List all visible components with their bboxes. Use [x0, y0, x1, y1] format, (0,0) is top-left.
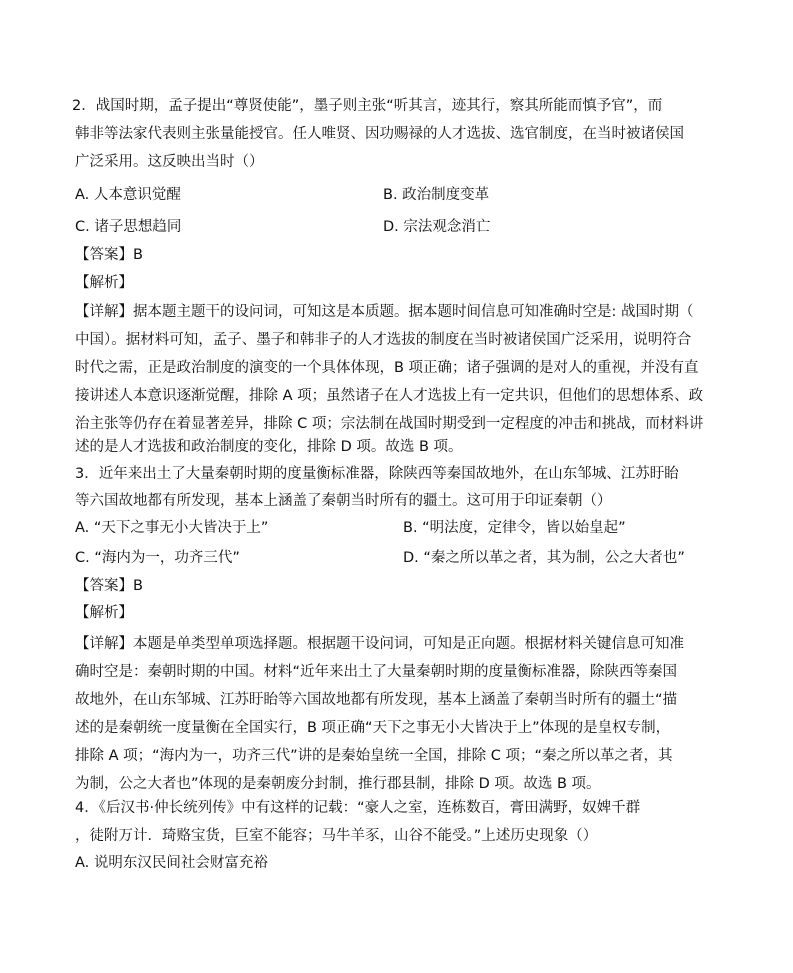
- q2-stem-line-1: 2．战国时期，孟子提出“尊贤使能”，墨子则主张“听其言，迹其行，察其所能而慎予官”，而: [72, 98, 663, 114]
- q3-detail-line-4: 述的是秦朝统一度量衡在全国实行，B 项正确“天下之事无小大皆决于上”体现的是皇权专制，: [75, 720, 671, 736]
- q2-detail-line-2: 中国）。据材料可知，孟子、墨子和韩非子的人才选拔的制度在当时被诸侯国广泛采用，说明符合: [75, 332, 692, 348]
- q3-option-d: D. “秦之所以革之者，其为制，公之大者也”: [403, 550, 685, 566]
- q2-detail-line-4: 接讲述人本意识逐渐觉醒，排除 A 项；虽然诸子在人才选拔上有一定共识，但他们的思想体系、政: [75, 388, 704, 404]
- q3-option-c: C. “海内为一，功齐三代”: [75, 550, 240, 566]
- q2-option-c: C. 诸子思想趋同: [75, 219, 182, 235]
- q3-option-b: B. “明法度，定律令，皆以始皇起”: [403, 520, 626, 536]
- q2-detail-line-6: 述的是人才选拔和政治制度的变化，排除 D 项。故选 B 项。: [75, 439, 463, 455]
- q4-option-a: A. 说明东汉民间社会财富充裕: [75, 855, 268, 871]
- q3-detail-line-1: 【详解】本题是单类型单项选择题。根据题干设问词，可知是正向题。根据材料关键信息可知准: [75, 636, 684, 652]
- q2-stem-line-2: 韩非等法家代表则主张量能授官。任人唯贤、因功赐禄的人才选拔、选官制度，在当时被诸侯国: [75, 126, 684, 142]
- q3-detail-line-5: 排除 A 项；“海内为一，功齐三代”讲的是秦始皇统一全国，排除 C 项；“秦之所以革之者，其: [75, 748, 673, 764]
- q3-option-a: A. “天下之事无小大皆决于上”: [75, 520, 269, 536]
- q3-analysis-label: 【解析】: [75, 605, 133, 621]
- q2-detail-line-1: 【详解】据本题主题干的设问词，可知这是本质题。据本题时间信息可知准确时空是: 战国时期（: [75, 304, 694, 320]
- q2-analysis-label: 【解析】: [75, 275, 133, 291]
- q2-answer: 【答案】B: [75, 247, 143, 263]
- q2-detail-line-3: 时代之需，正是政治制度的演变的一个具体体现，B 项正确；诸子强调的是对人的重视，并没有直: [75, 360, 699, 376]
- q3-answer: 【答案】B: [75, 578, 143, 594]
- q2-option-d: D. 宗法观念消亡: [383, 219, 491, 235]
- q2-detail-line-5: 治主张等仍存在着显著差异，排除 C 项；宗法制在战国时期受到一定程度的冲击和挑战，而材料讲: [75, 416, 704, 432]
- q2-option-a: A. 人本意识觉醒: [75, 187, 181, 203]
- q4-stem-line-2: ，徒附万计．琦赂宝货，巨室不能容；马牛羊豕，山谷不能受。”上述历史现象（）: [75, 828, 598, 844]
- q3-detail-line-3: 故地外，在山东邹城、江苏盱眙等六国故地都有所发现，基本上涵盖了秦朝当时所有的疆土“描: [75, 692, 678, 708]
- q4-stem-line-1: 4．《后汉书·仲长统列传》中有这样的记载：“豪人之室，连栋数百，膏田满野，奴婢千群: [75, 800, 641, 816]
- q3-detail-line-2: 确时空是：秦朝时期的中国。材料“近年来出土了大量秦朝时期的度量衡标准器，除陕西等秦国: [75, 664, 678, 680]
- q2-stem-line-3: 广泛采用。这反映出当时（）: [75, 154, 264, 170]
- q2-option-b: B. 政治制度变革: [383, 187, 490, 203]
- q3-stem-line-2: 等六国故地都有所发现，基本上涵盖了秦朝当时所有的疆土。这可用于印证秦朝（）: [75, 493, 612, 509]
- q3-stem-line-1: 3．近年来出土了大量秦朝时期的度量衡标准器，除陕西等秦国故地外，在山东邹城、江苏盱眙: [75, 466, 679, 482]
- q3-detail-line-6: 为制，公之大者也”体现的是秦朝废分封制，推行郡县制，排除 D 项。故选 B 项。: [75, 776, 601, 792]
